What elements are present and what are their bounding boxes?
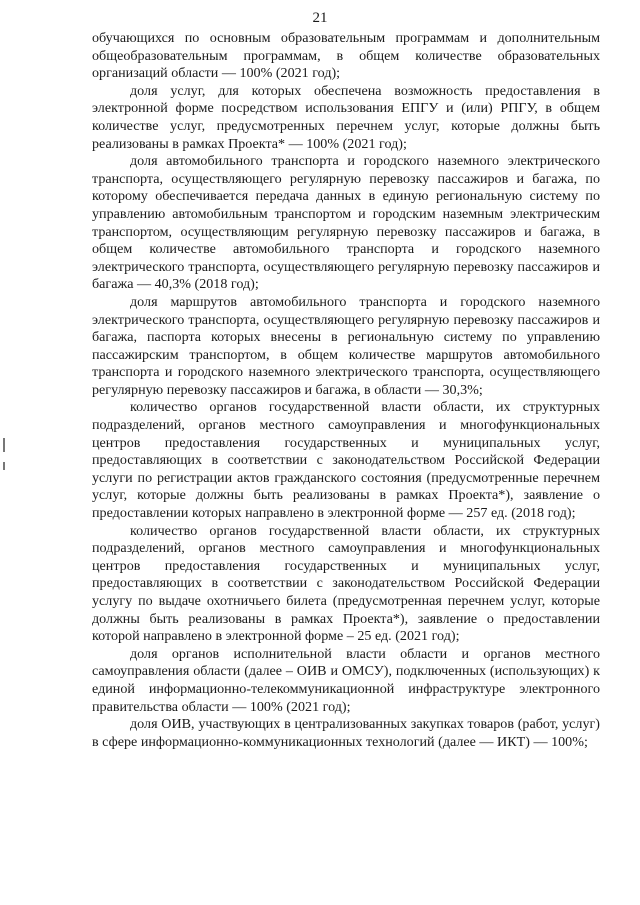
paragraph: доля услуг, для которых обеспечена возможность предоставления в электронной форме посредством использования ЕПГУ и (или) РПГУ, в общем количестве услуг, предусмотренных перечнем услуг, которые должны быть реализованы в рамках Проекта* — 100% (2021 год);: [92, 82, 600, 152]
paragraph: доля ОИВ, участвующих в централизованных закупках товаров (работ, услуг) в сфере информационно-коммуникационных технологий (далее — ИКТ) — 100%;: [92, 716, 600, 750]
paragraph: доля органов исполнительной власти области и органов местного самоуправления области (далее – ОИВ и ОМСУ), подключенных (использующих) к единой информационно-телекоммуникационной инфраструктуре электронного правительства области — 100% (2021 год);: [92, 645, 600, 715]
paragraph: доля автомобильного транспорта и городского наземного электрического транспорта, осуществляющего регулярную перевозку пассажиров и багажа, по которому обеспечивается передача данных в единую региональную систему по управлению автомобильным транспортом и городским наземным электрическим транспортом, осуществляющим регулярную перевозку пассажиров и багажа, в общем количестве автомобильного транспорта и городского наземного электрического транспорта, осуществляющего регулярную перевозку пассажиров и багажа — 40,3% (2018 год);: [92, 153, 600, 293]
paragraph: количество органов государственной власти области, их структурных подразделений, органов местного самоуправления и многофункциональных центров предоставления государственных и муниципальных услуг, предоставляющих в соответствии с законодательством Российской Федерации услуги по регистрации актов гражданского состояния (предусмотренные перечнем услуг, которые должны быть реализованы в рамках Проекта*), заявление о предоставлении которых направлено в электронной форме — 257 ед. (2018 год);: [92, 399, 600, 522]
paragraph: количество органов государственной власти области, их структурных подразделений, органов местного самоуправления и многофункциональных центров предоставления государственных и муниципальных услуг, предоставляющих в соответствии с законодательством Российской Федерации услугу по выдаче охотничьего билета (предусмотренная перечнем услуг, которые должны быть реализованы в рамках Проекта*), заявление о предоставлении которой направлено в электронной форме – 25 ед. (2021 год);: [92, 522, 600, 645]
paragraph: доля маршрутов автомобильного транспорта и городского наземного электрического транспорта, осуществляющего регулярную перевозку пассажиров и багажа, паспорта которых внесены в региональную систему по управлению пассажирским транспортом, в общем количестве маршрутов автомобильного транспорта и городского наземного электрического транспорта, осуществляющего регулярную перевозку пассажиров и багажа, в области — 30,3%;: [92, 293, 600, 398]
scan-edge-mark: [3, 462, 5, 470]
document-body: [92, 30, 600, 751]
scan-edge-mark: [3, 438, 5, 452]
paragraph: обучающихся по основным образовательным программам и дополнительным общеобразовательным программам, в общем количестве образовательных организаций области — 100% (2021 год);: [92, 30, 600, 82]
page-number: 21: [312, 10, 328, 26]
